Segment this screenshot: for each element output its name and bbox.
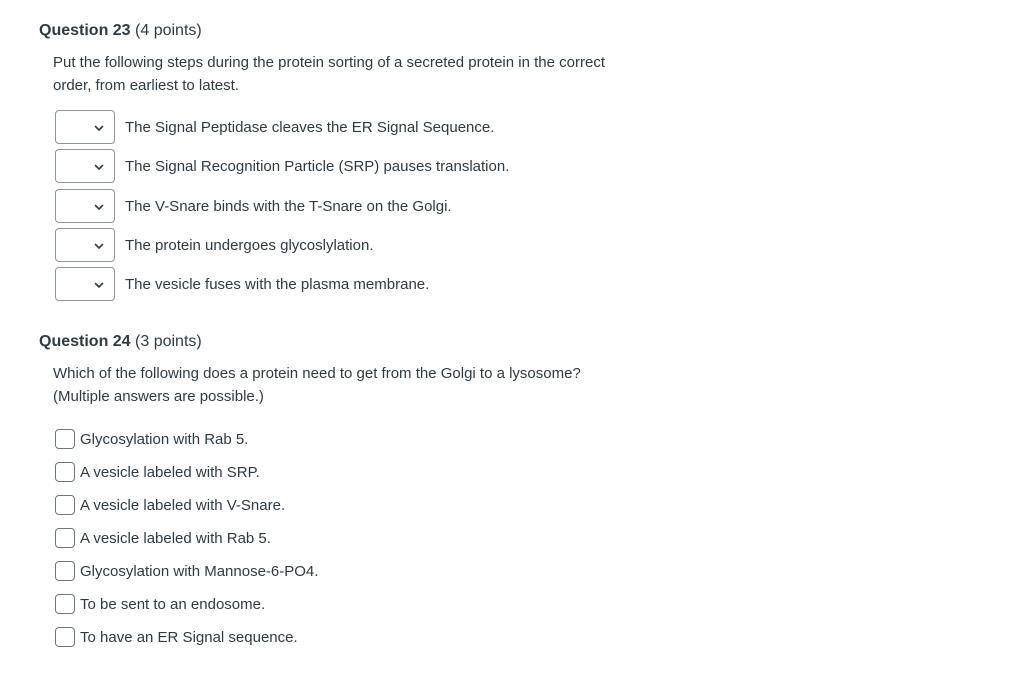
answer-checkbox-5[interactable] — [55, 561, 75, 581]
question-24-prompt — [53, 362, 653, 408]
order-item-label: The vesicle fuses with the plasma membrane. — [125, 275, 430, 293]
question-23-points: (4 points) — [135, 22, 202, 39]
chevron-down-icon — [93, 201, 105, 213]
chevron-down-icon — [93, 279, 105, 291]
question-24-prompt-line-1: Which of the following does a protein need to get from the Golgi to a lysosome? — [53, 365, 581, 382]
answer-option-label: Glycosylation with Rab 5. — [80, 430, 249, 448]
question-23-title — [39, 21, 202, 41]
answer-option-2[interactable] — [55, 461, 260, 483]
question-23-prompt-line-1: Put the following steps during the protein sorting of a secreted protein in the correct — [53, 54, 605, 71]
order-item-label: The Signal Recognition Particle (SRP) pauses translation. — [125, 157, 510, 175]
chevron-down-icon — [93, 122, 105, 134]
order-item-1 — [55, 110, 494, 144]
answer-option-7[interactable] — [55, 626, 298, 648]
order-item-label: The protein undergoes glycoslylation. — [125, 236, 374, 254]
question-24-title — [39, 332, 202, 352]
answer-checkbox-7[interactable] — [55, 627, 75, 647]
order-select-3[interactable] — [55, 189, 115, 223]
question-24-points: (3 points) — [135, 333, 202, 350]
answer-option-label: Glycosylation with Mannose-6-PO4. — [80, 562, 319, 580]
answer-checkbox-2[interactable] — [55, 462, 75, 482]
question-24-prompt-line-2: (Multiple answers are possible.) — [53, 388, 264, 405]
chevron-down-icon — [93, 240, 105, 252]
chevron-down-icon — [93, 161, 105, 173]
answer-checkbox-1[interactable] — [55, 429, 75, 449]
order-item-label: The Signal Peptidase cleaves the ER Signal Sequence. — [125, 118, 495, 136]
answer-option-label: To have an ER Signal sequence. — [80, 628, 298, 646]
order-item-label: The V-Snare binds with the T-Snare on the Golgi. — [125, 197, 452, 215]
answer-checkbox-6[interactable] — [55, 594, 75, 614]
answer-option-6[interactable] — [55, 593, 265, 615]
order-select-4[interactable] — [55, 228, 115, 262]
answer-option-label: A vesicle labeled with Rab 5. — [80, 529, 271, 547]
order-item-4 — [55, 228, 373, 262]
answer-option-1[interactable] — [55, 428, 248, 450]
answer-option-3[interactable] — [55, 494, 285, 516]
answer-checkbox-4[interactable] — [55, 528, 75, 548]
answer-option-5[interactable] — [55, 560, 318, 582]
question-23-prompt-line-2: order, from earliest to latest. — [53, 77, 239, 94]
answer-option-label: A vesicle labeled with SRP. — [80, 463, 260, 481]
question-23-prompt — [53, 51, 653, 97]
answer-checkbox-3[interactable] — [55, 495, 75, 515]
order-item-3 — [55, 189, 452, 223]
order-select-2[interactable] — [55, 149, 115, 183]
answer-option-4[interactable] — [55, 527, 271, 549]
answer-option-label: To be sent to an endosome. — [80, 595, 266, 613]
order-select-5[interactable] — [55, 267, 115, 301]
answer-option-label: A vesicle labeled with V-Snare. — [80, 496, 286, 514]
order-item-2 — [55, 149, 509, 183]
order-select-1[interactable] — [55, 110, 115, 144]
question-24-number: Question 24 — [39, 333, 131, 350]
order-item-5 — [55, 267, 429, 301]
question-23-number: Question 23 — [39, 22, 131, 39]
